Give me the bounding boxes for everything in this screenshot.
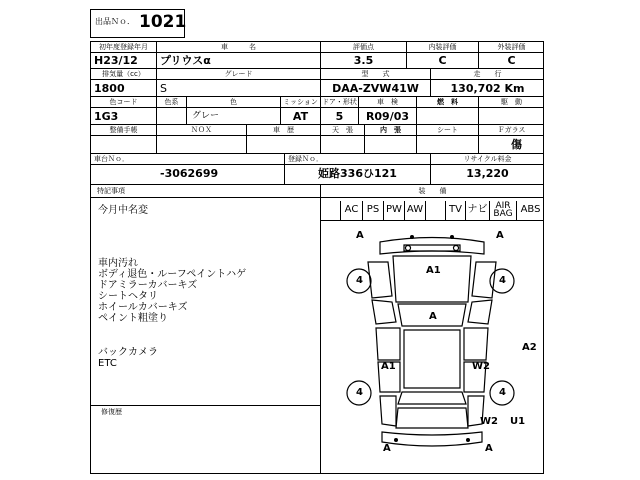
left-front-door-outline — [376, 328, 400, 360]
right-front-door-outline — [464, 328, 488, 360]
mark-right-door: W2 — [472, 361, 490, 372]
color-value: グレー — [192, 111, 220, 121]
sunroof-label: 天 張 — [332, 126, 353, 134]
roof-outline — [404, 330, 460, 388]
equipment-cell — [320, 201, 340, 220]
divider — [90, 197, 544, 198]
equipment-navi: ナビ — [465, 201, 489, 220]
divider — [90, 107, 544, 108]
disp-value: 1800 — [94, 82, 125, 95]
divider — [90, 52, 544, 53]
mark-rear-left: A — [383, 443, 391, 454]
equipment-cell — [425, 201, 445, 220]
light-dot — [394, 438, 398, 442]
note-line: 車内汚れ — [98, 258, 138, 269]
left-pillar-outline — [372, 300, 396, 324]
equipment-abs: ABS — [516, 201, 544, 220]
glass-label: Ｆガラス — [497, 126, 526, 134]
equipment-label: 装 備 — [418, 187, 447, 195]
equipment-airbag: AIR BAG — [489, 201, 516, 220]
color-code-label: 色コード — [109, 98, 138, 106]
notes-label: 特記事項 — [97, 187, 125, 195]
doors-value: 5 — [335, 110, 344, 123]
mark-rear-right: A — [485, 443, 493, 454]
divider — [90, 79, 544, 80]
grille-outline — [404, 245, 460, 251]
mark-bumper: A — [429, 311, 437, 322]
mark-front-mid: A1 — [426, 265, 441, 276]
plate-value: 姫路336ひ121 — [318, 167, 397, 180]
left-fender-outline — [368, 262, 392, 298]
chassis-value: -3062699 — [160, 167, 219, 180]
equipment-pw: PW — [383, 201, 404, 220]
note-line: バックカメラ — [98, 347, 158, 358]
glass-value: 傷 — [511, 138, 522, 151]
car-diagram — [320, 220, 544, 474]
tailgate-outline — [396, 408, 468, 428]
lot-number: 1021 — [139, 12, 187, 32]
note-line: 今月中名変 — [98, 205, 148, 216]
note-line: ペイント粗塗り — [98, 313, 168, 324]
color-label: 色 — [230, 98, 237, 106]
history-label: 車 歴 — [273, 126, 294, 134]
chassis-label: 車台Ｎｏ． — [94, 155, 129, 163]
rear-window-outline — [398, 392, 466, 404]
mission-label: ミッション — [283, 98, 318, 106]
model-value: DAA-ZVW41W — [332, 82, 419, 95]
divider — [90, 153, 544, 154]
name-value: プリウスα — [160, 54, 211, 67]
disp-label: 排気量（cc） — [102, 70, 145, 78]
note-line: ホイールカバーキズ — [98, 302, 188, 313]
note-line: ETC — [98, 358, 117, 369]
left-quarter-outline — [380, 396, 396, 426]
note-line: ドアミラーカバーキズ — [98, 280, 198, 291]
doors-label: ドア・形状 — [322, 98, 357, 106]
divider — [90, 135, 544, 136]
divider — [90, 184, 544, 185]
score-value: 3.5 — [353, 54, 374, 67]
interior-value: C — [438, 54, 447, 67]
mark-left-door: A1 — [381, 361, 396, 372]
model-label: 型 式 — [361, 70, 390, 78]
equipment-aw: AW — [404, 201, 425, 220]
fuel-label: 燃 料 — [437, 98, 458, 106]
light-dot — [410, 235, 414, 239]
recycle-label: リサイクル料金 — [463, 155, 512, 163]
right-fender-outline — [472, 262, 496, 298]
seat-label: シート — [437, 126, 458, 134]
mission-value: AT — [292, 110, 309, 123]
mark-rear-w2: W2 — [480, 416, 498, 427]
light-dot — [466, 438, 470, 442]
mark-front-right: A — [496, 230, 504, 241]
equipment-ps: PS — [362, 201, 383, 220]
inspection-label: 車 検 — [377, 98, 398, 106]
name-label: 車 名 — [221, 43, 256, 51]
manual-label: 整備手帳 — [109, 126, 138, 134]
interior-label: 内装評価 — [428, 43, 457, 51]
divider — [90, 96, 544, 97]
divider — [90, 164, 544, 165]
equipment-ac: AC — [340, 201, 362, 220]
mileage-value: 130,702 Km — [450, 82, 525, 95]
equipment-tv: TV — [445, 201, 465, 220]
mark-tire-rl: 4 — [356, 387, 363, 398]
mark-tire-fl: 4 — [356, 275, 363, 286]
grade-value: S — [160, 82, 167, 95]
color-sys-label: 色系 — [164, 98, 179, 106]
reg-label: 初年度登録年月 — [99, 43, 148, 51]
reg-value: H23/12 — [94, 54, 138, 67]
hood-outline — [393, 256, 471, 302]
right-pillar-outline — [468, 300, 492, 324]
mark-tire-rr: 4 — [499, 387, 506, 398]
light-dot — [450, 235, 454, 239]
interior-tex-label: 内 張 — [380, 126, 401, 134]
divider — [90, 405, 320, 406]
note-line: シートヘタリ — [98, 291, 158, 302]
plate-label: 登録Ｎｏ． — [288, 155, 323, 163]
grade-label: グレード — [224, 70, 253, 78]
mark-rear-u1: U1 — [510, 416, 526, 427]
note-line: ボディ退色・ルーフペイントハゲ — [98, 269, 247, 280]
mark-front-right-fender: A2 — [522, 342, 537, 353]
exterior-label: 外装評価 — [497, 43, 526, 51]
repair-label: 修復歴 — [101, 408, 122, 416]
drive-label: 駆 動 — [501, 98, 522, 106]
inspection-value: R09/03 — [365, 110, 410, 123]
divider — [90, 68, 544, 69]
headlight-right — [454, 246, 459, 251]
score-label: 評価点 — [353, 43, 374, 51]
mileage-label: 走 行 — [473, 70, 502, 78]
recycle-value: 13,220 — [466, 167, 509, 180]
headlight-left — [406, 246, 411, 251]
mark-front-left: A — [356, 230, 364, 241]
nox-label: ＮＯＸ — [191, 126, 212, 134]
color-code-value: 1G3 — [94, 110, 119, 123]
divider — [90, 124, 544, 125]
exterior-value: C — [507, 54, 516, 67]
lot-label: 出品Ｎｏ． — [95, 17, 135, 26]
mark-tire-fr: 4 — [499, 275, 506, 286]
